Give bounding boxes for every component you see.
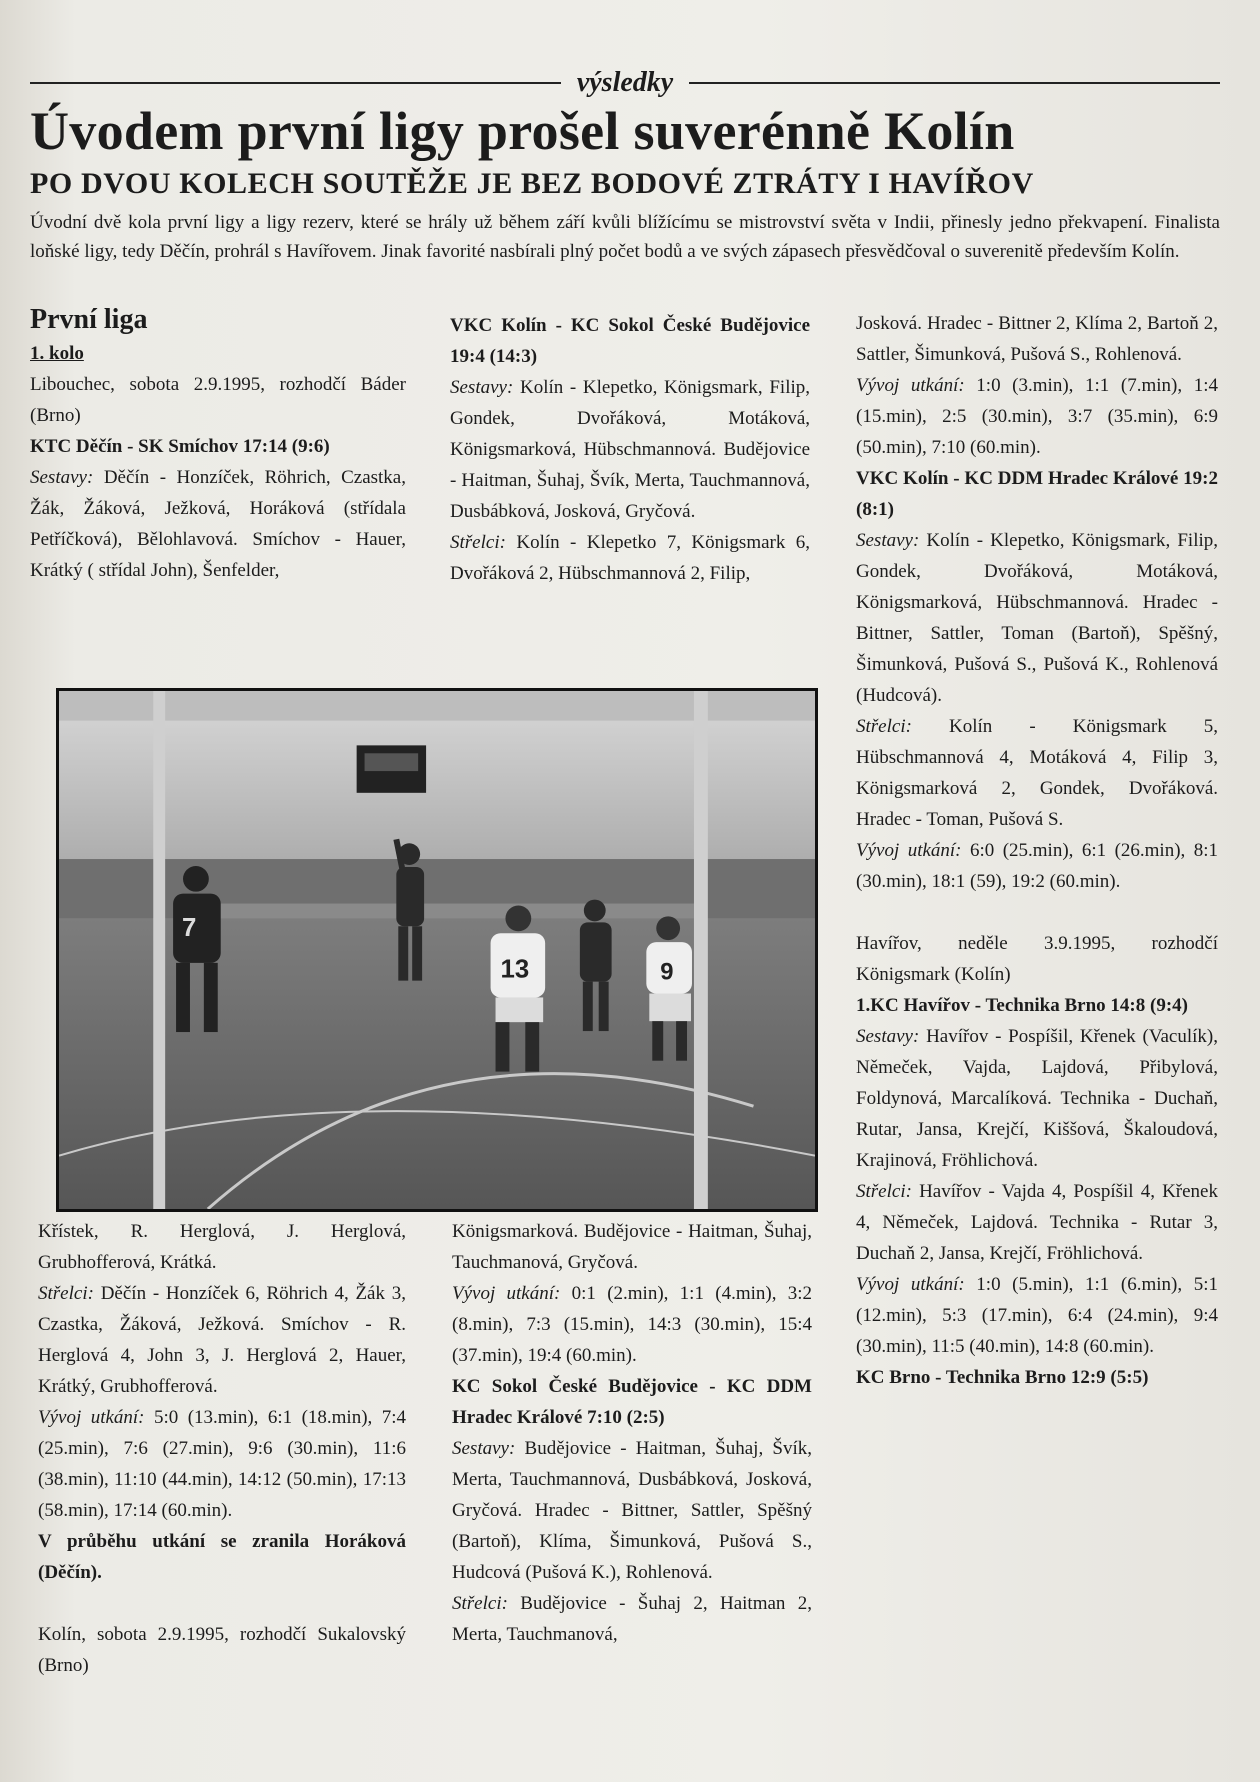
venue-line: Libouchec, sobota 2.9.1995, rozhodčí Báder (Brno): [30, 374, 406, 426]
lead-paragraph: Úvodní dvě kola první ligy a ligy rezerv, které se hrály už během září kvůli blížícímu se mistrovství světa v Indii, přinesly jedno překvapení. Finalista loňské ligy, tedy Děčín, prohrál s Havířovem. Jinak favorité nasbírali plný počet bodů a ve svých zápasech přesvědčoval o suverenitě především Kolín.: [30, 212, 1220, 262]
match-result: VKC Kolín - KC DDM Hradec Králové 19:2 (8:1): [856, 468, 1218, 520]
scorers-paragraph: [856, 1176, 1218, 1269]
match-result: 1.KC Havířov - Technika Brno 14:8 (9:4): [856, 995, 1188, 1016]
scorers-label: Střelci:: [450, 532, 506, 553]
scorers-paragraph: [450, 527, 810, 589]
lineups-text: Budějovice - Haitman, Šuhaj, Švík, Merta, Tauchmannová, Dusbábková, Josková, Gryčová. Hradec - Bittner, Sattler, Spěšný (Bartoň), Klíma, Šimunková, Pušová S., Hudcová (Pušová K.), Rohlenová.: [452, 1438, 813, 1583]
progress-text: 6:0 (25.min), 6:1 (26.min), 8:1 (30.min), 18:1 (59), 19:2 (60.min).: [856, 840, 1218, 892]
progress-label: Vývoj utkání:: [856, 1274, 965, 1295]
jersey-number-a: 7: [182, 914, 197, 943]
scorers-text: Havířov - Vajda 4, Pospíšil 4, Křenek 4, Němeček, Lajdová. Technika - Rutar 3, Duchaň 2, Jansa, Krejčí, Fröhlichová.: [856, 1181, 1218, 1264]
lineups-continued: Josková. Hradec - Bittner 2, Klíma 2, Bartoň 2, Sattler, Šimunková, Pušová S., Rohlenová.: [856, 313, 1218, 365]
lineups-text: Havířov - Pospíšil, Křenek (Vaculík), Němeček, Vajda, Lajdová, Přibylová, Foldynová, Marcalíková. Technika - Duchaň, Rutar, Jansa, Krejčí, Kiššová, Škaloudová, Krajinová, Fröhlichová.: [856, 1026, 1219, 1171]
progress-paragraph: [856, 370, 1218, 463]
round-label: 1. kolo: [30, 343, 84, 364]
scorers-paragraph: [856, 711, 1218, 835]
lineups-label: Sestavy:: [856, 530, 920, 551]
scorers-label: Střelci:: [38, 1283, 94, 1304]
section-rule: [30, 68, 1220, 98]
progress-label: Vývoj utkání:: [452, 1283, 561, 1304]
column-1-top: [30, 302, 406, 586]
progress-text: 1:0 (3.min), 1:1 (7.min), 1:4 (15.min), 2:5 (30.min), 3:7 (35.min), 6:9 (50.min), 7:10 (60.min).: [856, 375, 1218, 458]
lineups-paragraph: [856, 1021, 1218, 1176]
scorers-text: Kolín - Königsmark 5, Hübschmannová 4, Motáková 4, Filip 3, Königsmarková 2, Gondek, Dvořáková. Hradec - Toman, Pušová S.: [856, 716, 1219, 830]
lineups-continued: Křístek, R. Herglová, J. Herglová, Grubhofferová, Krátká.: [38, 1221, 406, 1273]
jersey-number-b: 13: [500, 955, 530, 984]
rule-line-left: [30, 82, 561, 84]
scorers-label: Střelci:: [452, 1593, 508, 1614]
scorers-label: Střelci:: [856, 1181, 912, 1202]
progress-paragraph: [452, 1278, 812, 1371]
progress-text: 1:0 (5.min), 1:1 (6.min), 5:1 (12.min), 5:3 (17.min), 6:4 (24.min), 9:4 (30.min), 11:5 (40.min), 14:8 (60.min).: [856, 1274, 1218, 1357]
jersey-number-c: 9: [660, 958, 674, 986]
progress-paragraph: [38, 1402, 406, 1526]
progress-label: Vývoj utkání:: [38, 1407, 145, 1428]
lineups-label: Sestavy:: [856, 1026, 920, 1047]
match-result: VKC Kolín - KC Sokol České Budějovice 19:4 (14:3): [450, 315, 810, 367]
column-2-top: [450, 310, 810, 589]
lineups-paragraph: [30, 462, 406, 586]
scorers-paragraph: [38, 1278, 406, 1402]
lineups-label: Sestavy:: [452, 1438, 516, 1459]
match-result: KC Brno - Technika Brno 12:9 (5:5): [856, 1367, 1149, 1388]
scorers-paragraph: [452, 1588, 812, 1650]
headline: Úvodem první ligy prošel suverénně Kolín: [30, 101, 1015, 161]
lineups-paragraph: [856, 525, 1218, 711]
column-2-bottom: [452, 1216, 812, 1650]
lineups-paragraph: [450, 372, 810, 527]
scorers-text: Děčín - Honzíček 6, Röhrich 4, Žák 3, Czastka, Žáková, Ježková. Smíchov - R. Herglová 4, John 3, J. Herglová 2, Hauer, Krátký, Grubhofferová.: [38, 1283, 407, 1397]
scorers-text: Kolín - Klepetko 7, Königsmark 6, Dvořáková 2, Hübschmannová 2, Filip,: [450, 532, 811, 584]
progress-paragraph: [856, 1269, 1218, 1362]
scorers-text: Budějovice - Šuhaj 2, Haitman 2, Merta, Tauchmanová,: [452, 1593, 813, 1645]
match-result: KC Sokol České Budějovice - KC DDM Hradec Králové 7:10 (2:5): [452, 1376, 812, 1428]
progress-text: 5:0 (13.min), 6:1 (18.min), 7:4 (25.min), 7:6 (27.min), 9:6 (30.min), 11:6 (38.min), 11:10 (44.min), 14:12 (50.min), 17:13 (58.min), 17:14 (60.min).: [38, 1407, 406, 1521]
venue-line: Kolín, sobota 2.9.1995, rozhodčí Sukalovský (Brno): [38, 1624, 406, 1676]
progress-text: 0:1 (2.min), 1:1 (4.min), 3:2 (8.min), 7:3 (15.min), 14:3 (30.min), 15:4 (37.min), 19:4 (60.min).: [452, 1283, 813, 1366]
progress-label: Vývoj utkání:: [856, 375, 965, 396]
lineups-text: Kolín - Klepetko, Königsmark, Filip, Gondek, Dvořáková, Motáková, Königsmarková, Hübschmannová. Hradec - Bittner, Sattler, Toman (Bartoň), Spěšný, Šimunková, Pušová S., Pušová K., Rohlenová (Hudcová).: [856, 530, 1219, 706]
lineups-continued: Königsmarková. Budějovice - Haitman, Šuhaj, Tauchmanová, Gryčová.: [452, 1221, 812, 1273]
column-3: [856, 308, 1218, 1393]
lineups-text: Kolín - Klepetko, Königsmark, Filip, Gondek, Dvořáková, Motáková, Königsmarková, Hübschmannová. Budějovice - Haitman, Šuhaj, Švík, Merta, Tauchmannová, Dusbábková, Josková, Gryčová.: [450, 377, 810, 522]
injury-note: V průběhu utkání se zranila Horáková (Děčín).: [38, 1531, 406, 1583]
lineups-paragraph: [452, 1433, 812, 1588]
lineups-label: Sestavy:: [450, 377, 514, 398]
progress-label: Vývoj utkání:: [856, 840, 962, 861]
lineups-text: Děčín - Honzíček, Röhrich, Czastka, Žák, Žáková, Ježková, Horáková (střídala Petříčková), Bělohlavová. Smíchov - Hauer, Krátký ( střídal John), Šenfelder,: [30, 467, 406, 581]
venue-line: Havířov, neděle 3.9.1995, rozhodčí Königsmark (Kolín): [856, 933, 1218, 985]
handball-photo-image: [59, 691, 815, 1209]
subheadline: PO DVOU KOLECH SOUTĚŽE JE BEZ BODOVÉ ZTRÁTY I HAVÍŘOV: [30, 167, 1034, 200]
rule-line-right: [689, 82, 1220, 84]
match-photo: [56, 688, 818, 1212]
column-1-bottom: [38, 1216, 406, 1681]
progress-paragraph: [856, 835, 1218, 897]
match-result: KTC Děčín - SK Smíchov 17:14 (9:6): [30, 436, 330, 457]
section-kicker: výsledky: [576, 67, 674, 98]
lineups-label: Sestavy:: [30, 467, 94, 488]
scorers-label: Střelci:: [856, 716, 912, 737]
section-title: První liga: [30, 304, 148, 335]
